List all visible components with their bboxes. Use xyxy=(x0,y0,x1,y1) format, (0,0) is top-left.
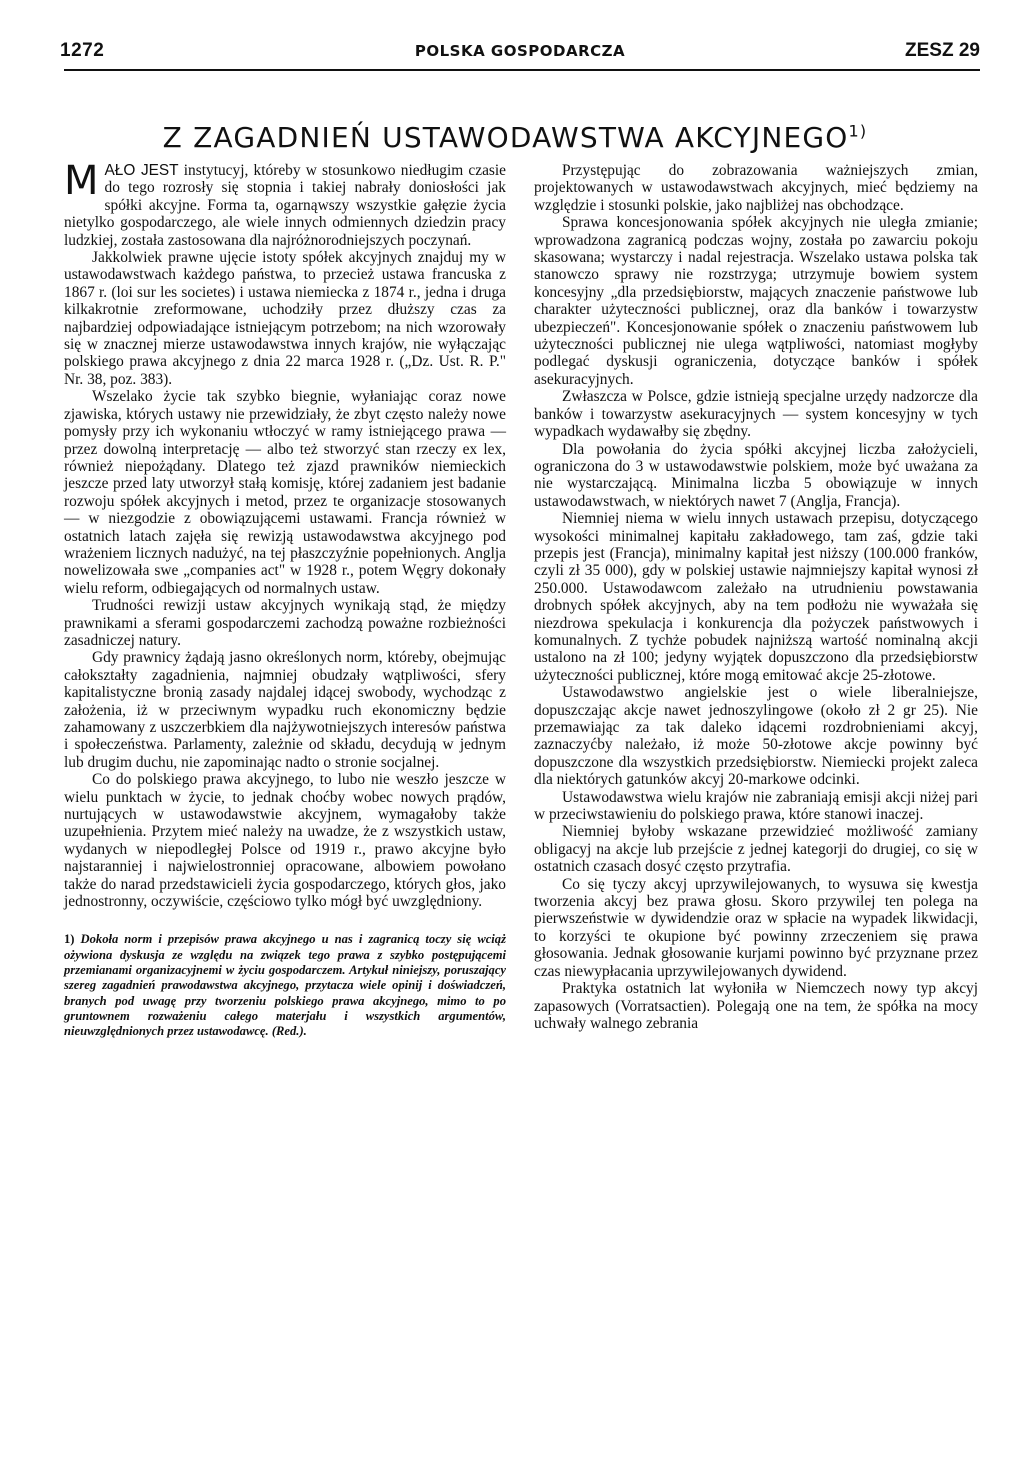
paragraph: Sprawa koncesjonowania spółek akcyjnych nie uległa zmianie; wprowadzona zagranicą podczas wojny, została po zawarciu pokoju skasowana; wystarczy i nadal rejestracja. Wszelako ustawa polska tak stanowczo sprawy nie rozstrzyga; utrzymuje bowiem system koncesyjny „dla przedsiębiorstw, mających znaczenie państwowe lub charakter użyteczności publicznej, oraz dla banków i towarzystw ubezpieczeń". Koncesjonowanie spółek o znaczeniu państwowem lub użyteczności publicznej nie ulega wątpliwości, natomiast mogłyby podlegać dyskusji ograniczenia, dotyczące banków i spółek asekuracyjnych. xyxy=(534,214,978,388)
lead-caps: AŁO JEST xyxy=(104,162,179,179)
page-number: 1272 xyxy=(60,40,105,61)
lead-paragraph xyxy=(64,158,507,249)
paragraph: Co się tyczy akcyj uprzywilejowanych, to wysuwa się kwestja tworzenia akcyj bez prawa głosu. Skoro przywilej ten polega na pierwszeństwie w dywidendzie oraz w spłacie na wypadek likwidacji, to korzyści te okupione być powinny zrzeczeniem się prawa głosowania. Jednak głosowanie kurjami powinno być przyznane przez czas niewypłacania uprzywilejowanych dywidend. xyxy=(534,875,978,980)
paragraph: Trudności rewizji ustaw akcyjnych wynikają stąd, że między prawnikami a sferami gospodarczemi zachodzą poważne rozbieżności zasadniczej natury. xyxy=(64,597,506,649)
right-column xyxy=(534,162,978,1032)
issue-number: ZESZ 29 xyxy=(905,40,980,61)
footnote xyxy=(64,932,506,1039)
paragraph: Niemniej niema w wielu innych ustawach przepisu, dotyczącego wysokości minimalnej kapitału zakładowego, tam zaś, gdzie taki przepis jest (Francja), minimalny kapitał jest niższy (100.000 franków, czyli zł 35 000), gdy w polskiej ustawie najmniejszy kapitał wynosi zł 250.000. Ustawodawcom zależało na utrudnieniu powstawania drobnych spółek akcyjnych, aby na tem podłożu nie wyważała się niezdrowa spekulacja i konkurencja dla pożyczek państwowych i komunalnych. Z tychże pobudek najniższą wartość nominalną akcji ustalono na zł 100; jedyny wyjątek dopuszczono dla przedsiębiorstw użyteczności publicznej, które mogą emitować akcje 25-złotowe. xyxy=(534,510,978,684)
footnote-text: Dokoła norm i przepisów prawa akcyjnego u nas i zagranicą toczy się wciąż ożywiona dyskusja ze względu na związek tego prawa z szybko postępującemi przemianami organizacyjnemi w życiu gospodarczem. Artykuł niniejszy, poruszający szereg zagadnień prawodawstwa akcyjnego, przytacza wiele opinij i doświadczeń, branych pod uwagę przy tworzeniu polskiego prawa akcyjnego, mimo to po gruntownem rozważeniu całego materjału i wszystkich argumentów, nieuwzględnionych przez ustawodawcę. (Red.). xyxy=(64,932,506,1039)
left-column xyxy=(64,158,507,1040)
article-title-text: Z ZAGADNIEŃ USTAWODAWSTWA AKCYJNEGO xyxy=(162,121,849,154)
title-footnote-mark: 1) xyxy=(848,121,868,141)
paragraph: Ustawodawstwo angielskie jest o wiele liberalniejsze, dopuszczając akcje nawet jednoszylingowe (około zł 2 gr 25). Nie przemawiając za tak daleko idącemi rozdrobnieniami akcyj, zaznaczyćby należało, iż może 50-złotowe akcje powinny być dopuszczone dla wszystkich przedsiębiorstw. Niemiecki projekt zaleca dla niektórych gatunków akcyj 20-markowe odcinki. xyxy=(534,684,978,789)
article-title xyxy=(50,121,980,154)
footnote-mark: 1) xyxy=(64,932,75,947)
paragraph: Gdy prawnicy żądają jasno określonych norm, któreby, obejmując całokształty zagadnienia, najmniej obudzały wątpliwości, sfery kapitalistyczne bronią zasady najdalej idącej swobody, wychodząc z założenia, iż w przeciwnym wypadku ruch ekonomiczny będzie zahamowany z uszczerbkiem dla najżywotniejszych interesów państwa i społeczeństwa. Parlamenty, zależnie od składu, decydują w jednym lub drugim duchu, nie zapominając nadto o stronie socjalnej. xyxy=(64,649,506,771)
paragraph: Jakkolwiek prawne ujęcie istoty spółek akcyjnych znajduj my w ustawodawstwach każdego państwa, to przecież ustawa francuska z 1867 r. (loi sur les societes) i ustawa niemiecka z 1874 r., jedna i druga kilkakrotnie zreformowane, uchodziły przez dłuższy czas za najbardziej odpowiadające istniejącym potrzebom; na nich wzorowały się w znacznej mierze ustawodawstwa innych krajów, nie wyłączając polskiego prawa akcyjnego z dnia 22 marca 1928 r. („Dz. Ust. R. P." Nr. 38, poz. 383). xyxy=(64,249,506,388)
header-rule xyxy=(64,69,980,71)
paragraph: Niemniej byłoby wskazane przewidzieć możliwość zamiany obligacyj na akcje lub przejście z jednej kategorji do drugiej, co się w ostatnich czasach dosyć często przytrafia. xyxy=(534,823,978,876)
paragraph: Ustawodawstwa wielu krajów nie zabraniają emisji akcji niżej pari w przeciwstawieniu do polskiego prawa, które stanowi inaczej. xyxy=(534,788,978,824)
publication-name: POLSKA GOSPODARCZA xyxy=(414,42,626,60)
paragraph: Dla powołania do życia spółki akcyjnej liczba założycieli, ograniczona do 3 w ustawodawstwie polskiem, może być uważana za nie wystarczającą. Minimalna liczba 5 obowiązuje w innych ustawodawstwach, w niektórych nawet 7 (Anglja, Francja). xyxy=(534,440,978,510)
paragraph: Co do polskiego prawa akcyjnego, to lubo nie weszło jeszcze w wielu punktach w życie, to jednak choćby wobec nowych prądów, nurtujących w ustawodawstwie akcyjnem, wymagałoby także uzupełnienia. Przytem mieć należy na uwadze, że z wszystkich ustaw, wydanych w niepodległej Polsce od 1919 r., prawo akcyjne było najstaranniej i najwielostronniej opracowane, albowiem powołano także do narad przedstawicieli życia gospodarczego, których głos, jako jednostronny, oczywiście, częściowo tylko mógł być uwzględniony. xyxy=(64,771,506,911)
paragraph: Wszelako życie tak szybko biegnie, wyłaniając coraz nowe zjawiska, których ustawy nie przewidziały, że zbyt często należy nowe pomysły przy ich wykonaniu wtłoczyć w ramy istniejącego prawa — przez dowolną interpretację — albo też stworzyć stan rzeczy ex lex, również niepożądany. Dlatego też zjazd prawników niemieckich jeszcze przed laty utworzył stałą komisję, której zadaniem jest badanie rozwoju spółek akcyjnych i metod, przez te organizacje stosowanych — w niezgodzie z obowiązującemi ustawami. Francja również w ostatnich latach zajęła się rewizją ustawodawstwa akcyjnego pod wrażeniem licznych nadużyć, na tej płaszczyźnie popełnionych. Anglja nowelizowała swe „companies act" w 1928 r., potem Węgry dokonały wielu reform, odbiegających od normalnych ustaw. xyxy=(64,388,506,597)
drop-cap: M xyxy=(64,158,99,204)
lead-paragraph-text: instytucyj, któreby w stosunkowo niedługim czasie do tego rozrosły się stopnia i takiej nabrały doniosłości jak spółki akcyjne. Forma ta, ogarnąwszy wszystkie gałęzie życia nietylko gospodarczego, ale wiele innych odmiennych dziedzin pracy ludzkiej, została zastosowana dla najróżnorodniejszych poczynań. xyxy=(64,162,507,249)
paragraph: Praktyka ostatnich lat wyłoniła w Niemczech nowy typ akcyj zapasowych (Vorratsactien). Polegają one na tem, że spółka na mocy uchwały walnego zebrania xyxy=(534,980,978,1032)
paragraph: Zwłaszcza w Polsce, gdzie istnieją specjalne urzędy nadzorcze dla banków i towarzystw asekuracyjnych — system koncesyjny w tych wypadkach wydawałby się zbędny. xyxy=(534,388,978,441)
paragraph: Przystępując do zobrazowania ważniejszych zmian, projektowanych w ustawodawstwach akcyjnych, mieć będziemy na względzie i stosunki polskie, jako najbliżej nas obchodzące. xyxy=(534,162,978,214)
